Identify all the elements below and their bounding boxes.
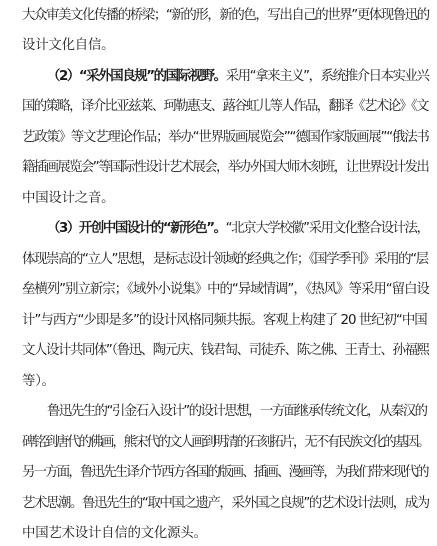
paragraph-line: 设计文化自信。 (22, 38, 115, 53)
section-3-first-line (47, 221, 429, 237)
paragraph-line: 文人设计共同体”（鲁迅、陶元庆、钱君匋、司徒乔、陈之佛、王青士、孙福熙 (22, 343, 429, 358)
section-3-lead: “北京大学校徽”采用文化整合设计法， (225, 221, 429, 236)
paragraph-line: 计”与西方“少即是多”的设计风格同频共振。客观上构建了 20 世纪初“中国 (22, 313, 427, 328)
paragraph-line: 垒横列”别立新宗；《域外小说集》中的“异域情调”，《热风》等采用“留白设 (22, 282, 429, 297)
paragraph-line: 鲁迅先生的“引金石入设计”的设计思想，一方面继承传统文化，从秦汉的 (47, 404, 427, 419)
paragraph-line: 体现崇高的“立人”思想，是标志设计领域的经典之作；《国学季刊》采用的“层 (22, 252, 428, 267)
paragraph-line: 国的策略，译介比亚兹莱、珂勒惠支、蕗谷虹儿等人作品，翻译《艺术论》《文 (22, 99, 428, 114)
section-2-first-line (47, 69, 429, 85)
paragraph-line: 另一方面，鲁迅先生译介节西方各国的版画、插画、漫画等，为我们带来现代的 (22, 465, 428, 480)
paragraph-line: 中国设计之音。 (22, 191, 115, 206)
section-2-heading: （2）“采外国良规”的国际视野。 (47, 69, 226, 84)
paragraph-line: 艺术思潮。鲁迅先生的“取中国之遗产，采外国之良规”的艺术设计法则，成为 (22, 496, 429, 511)
section-2-lead: 采用“拿来主义”，系统推介日本实业兴 (225, 69, 429, 84)
paragraph-line: 中国艺术设计自信的文化源头。 (22, 526, 207, 541)
paragraph-line: 籍插画展览会”等国际性设计艺术展会，举办外国大师木刻班，让世界设计发出 (22, 160, 429, 175)
paragraph-line: 艺政策》等文艺理论作品；举办“世界版画展览会”“德国作家版画展”“俄法书 (22, 130, 429, 145)
section-3-heading: （3）开创中国设计的“新形色”。 (47, 221, 226, 236)
paragraph-line: 大众审美文化传播的桥梁；“新的形，新的色，写出自己的世界”更体现鲁迅的 (22, 8, 429, 23)
paragraph-line: 等）。 (22, 374, 55, 389)
paragraph-line: 碑铭到唐代的佛画，熊宋代的文人画到明清的石刻拓片，无不有民族文化的基因。 (22, 435, 429, 450)
